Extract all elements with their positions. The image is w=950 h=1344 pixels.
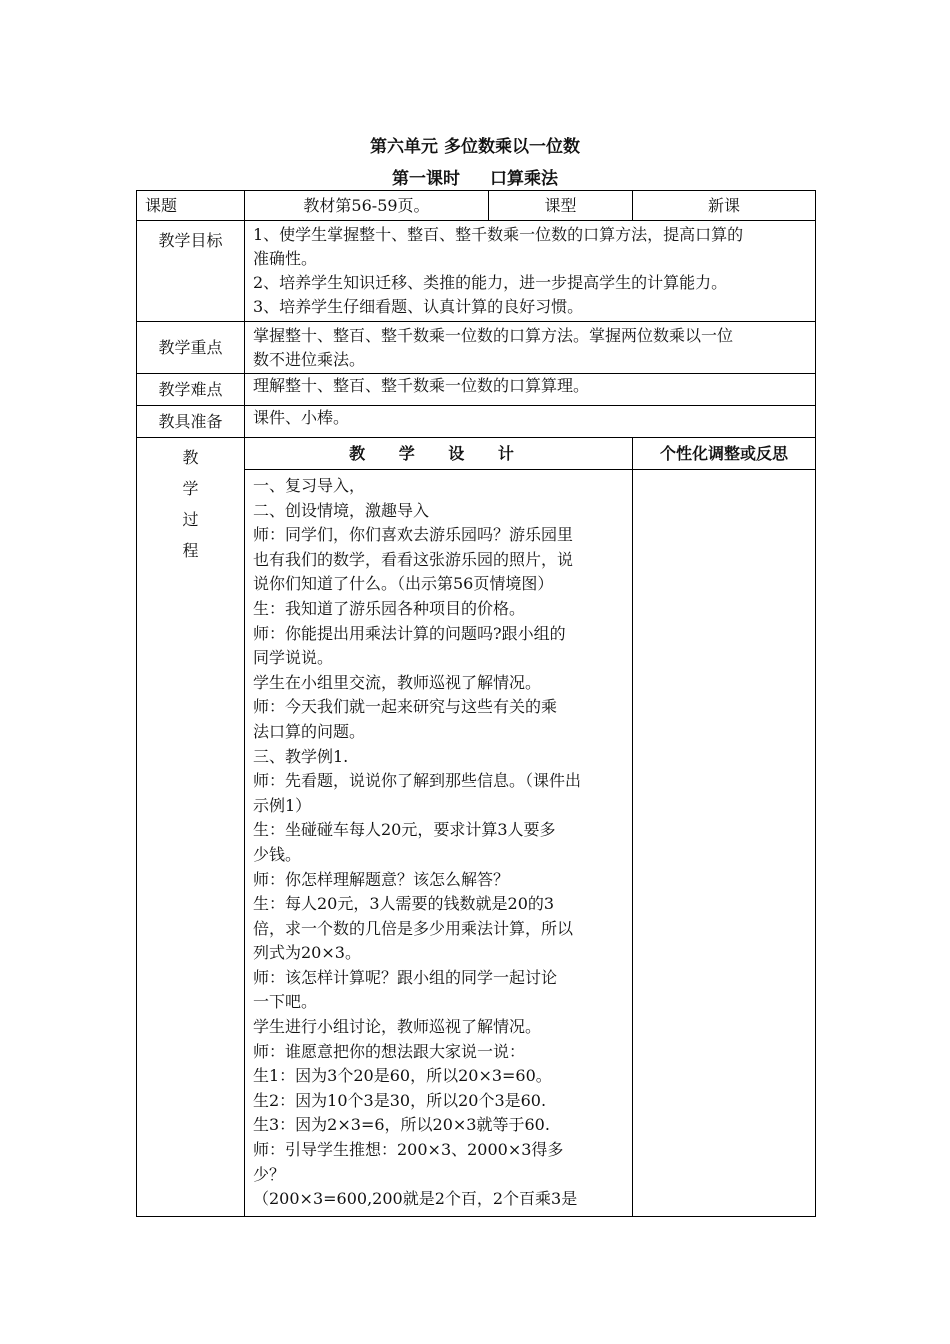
tools-label: 教具准备 <box>137 406 245 438</box>
goals-line: 准确性。 <box>253 249 318 268</box>
tools-content: 课件、小棒。 <box>245 406 816 438</box>
key-points-label: 教学重点 <box>137 322 245 374</box>
goals-line: 1、使学生掌握整十、整百、整千数乘一位数的口算方法，提高口算的 <box>253 225 744 244</box>
design-line: 三、教学例1. <box>253 746 349 766</box>
design-line: 生2：因为10个3是30，所以20个3是60. <box>253 1090 547 1110</box>
row-process-header <box>137 438 816 470</box>
topic-value: 教材第56-59页。 <box>245 191 489 221</box>
key-points-line: 掌握整十、整百、整千数乘一位数的口算方法。掌握两位数乘以一位 <box>253 325 734 345</box>
process-label-char: 教 <box>182 448 199 467</box>
design-line: 师：你能提出用乘法计算的问题吗?跟小组的 <box>253 623 566 643</box>
design-line: 生1：因为3个20是60，所以20×3=60。 <box>253 1066 552 1086</box>
design-line: 示例1） <box>253 795 312 815</box>
design-line: 生3：因为2×3=6，所以20×3就等于60. <box>253 1115 550 1135</box>
design-header: 教 学 设 计 <box>245 438 633 470</box>
design-line: 列式为20×3。 <box>253 943 361 963</box>
row-difficulty <box>137 374 816 406</box>
topic-label: 课题 <box>137 191 245 221</box>
design-line: 说你们知道了什么。（出示第56页情境图） <box>253 574 554 594</box>
design-line: 一下吧。 <box>253 992 318 1012</box>
design-line: 师：今天我们就一起来研究与这些有关的乘 <box>253 697 558 717</box>
design-line: 生：坐碰碰车每人20元，要求计算3人要多 <box>253 820 556 840</box>
process-label-char: 过 <box>182 510 199 529</box>
key-points-line: 数不进位乘法。 <box>253 349 366 369</box>
process-label <box>137 438 245 1217</box>
design-line: 师：谁愿意把你的想法跟大家说一说： <box>253 1041 526 1061</box>
design-line: 少钱。 <box>253 844 302 864</box>
process-label-char: 学 <box>182 479 199 498</box>
design-line: 也有我们的数学，看看这张游乐园的照片，说 <box>253 549 574 569</box>
design-line: 倍，求一个数的几倍是多少用乘法计算，所以 <box>253 918 574 938</box>
row-key-points <box>137 322 816 374</box>
adjust-content <box>633 470 816 1217</box>
design-line: 师：该怎样计算呢？跟小组的同学一起讨论 <box>253 967 558 987</box>
design-line: 少？ <box>253 1164 286 1184</box>
key-points-content <box>245 322 816 374</box>
design-line: （200×3=600,200就是2个百，2个百乘3是 <box>253 1189 578 1209</box>
difficulty-content: 理解整十、整百、整千数乘一位数的口算算理。 <box>245 374 816 406</box>
row-tools <box>137 406 816 438</box>
row-goals <box>137 221 816 322</box>
goals-label: 教学目标 <box>137 221 245 322</box>
design-content <box>245 470 633 1217</box>
goals-line: 2、培养学生知识迁移、类推的能力，进一步提高学生的计算能力。 <box>253 273 728 292</box>
difficulty-label: 教学难点 <box>137 374 245 406</box>
row-topic <box>137 191 816 221</box>
design-line: 学生进行小组讨论，教师巡视了解情况。 <box>253 1017 542 1037</box>
lesson-type-value: 新课 <box>633 191 816 221</box>
adjust-header: 个性化调整或反思 <box>633 438 816 470</box>
design-line: 二、创设情境，激趣导入 <box>253 500 430 520</box>
design-line: 一、复习导入， <box>253 476 366 495</box>
goals-content <box>245 221 816 322</box>
design-line: 学生在小组里交流，教师巡视了解情况。 <box>253 672 542 692</box>
unit-title: 第六单元 多位数乘以一位数 <box>370 137 580 157</box>
process-label-char: 程 <box>182 541 199 560</box>
lesson-number: 第一课时 <box>392 169 460 189</box>
design-line: 法口算的问题。 <box>253 721 366 741</box>
design-line: 生：我知道了游乐园各种项目的价格。 <box>253 598 526 618</box>
design-line: 师：同学们，你们喜欢去游乐园吗？游乐园里 <box>253 525 574 545</box>
lesson-plan-table <box>136 190 816 1217</box>
goals-line: 3、培养学生仔细看题、认真计算的良好习惯。 <box>253 297 584 316</box>
lesson-title <box>0 164 950 189</box>
design-line: 师：引导学生推想：200×3、2000×3得多 <box>253 1140 564 1160</box>
design-line: 同学说说。 <box>253 648 334 668</box>
lesson-type-label: 课型 <box>489 191 633 221</box>
design-line: 生：每人20元，3人需要的钱数就是20的3 <box>253 894 555 914</box>
design-line: 师：先看题，说说你了解到那些信息。（课件出 <box>253 771 582 791</box>
design-line: 师：你怎样理解题意？该怎么解答？ <box>253 869 510 889</box>
lesson-topic: 口算乘法 <box>490 169 558 189</box>
